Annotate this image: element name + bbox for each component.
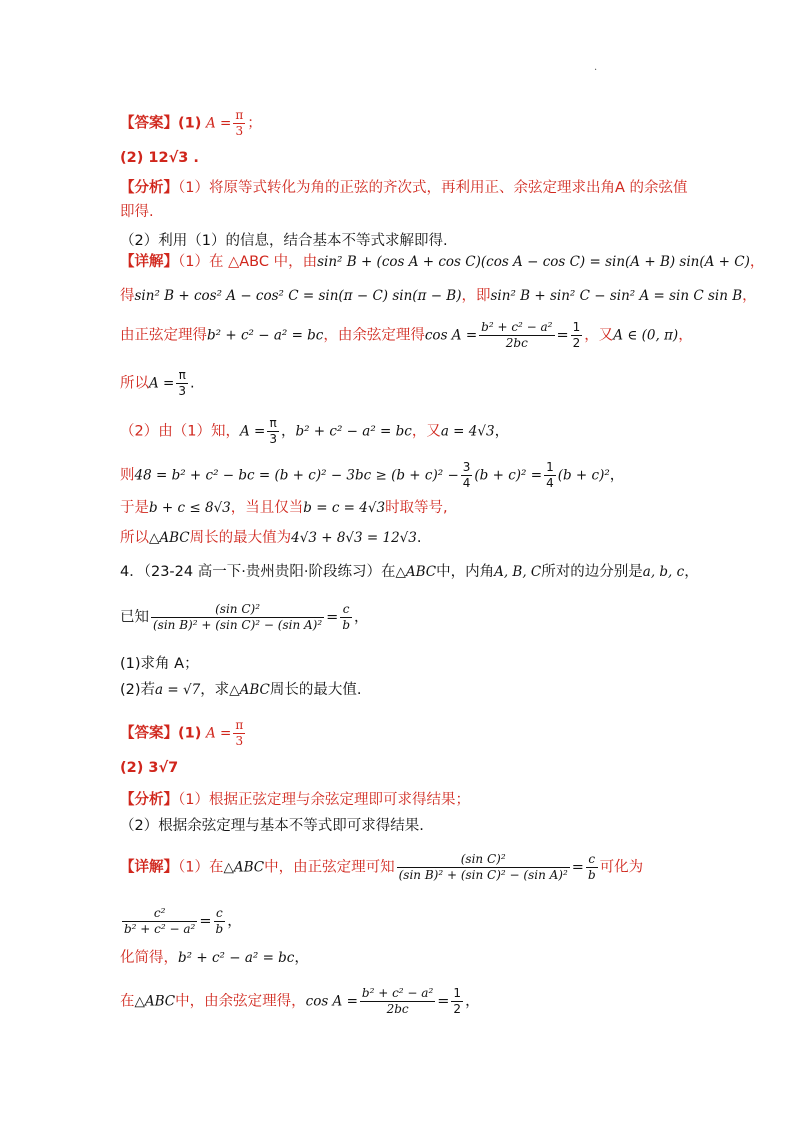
fraction: $\frac{\text{b² + c² − a²}}{2bc}$ bbox=[481, 320, 553, 350]
fraction: $\frac{\pi}{3}$ bbox=[235, 108, 244, 138]
q4-answer-2: (2) 3√7 bbox=[120, 760, 179, 776]
q3-analysis-line-2: 即得. bbox=[120, 204, 154, 220]
fraction: $\frac{1}{2}$ bbox=[572, 320, 581, 350]
q4-part-2: (2)若a = √7，求△ABC周长的最大值. bbox=[120, 682, 362, 698]
q3-part2-line-4: 所以△ABC周长的最大值为4√3 + 8√3 = 12√3. bbox=[120, 530, 422, 546]
q3-part2-line-2: 则48 = b² + c² − bc = (b + c)² − 3bc ≥ (b + c)² − $\frac{3}{4}$ (b + c)² = $\frac{1}{4}$ (b + c)²， bbox=[120, 460, 625, 490]
q3-analysis-line-3: （2）利用（1）的信息，结合基本不等式求解即得. bbox=[120, 233, 448, 249]
fraction: $\frac{\text{(sin C)²}}{\text{(sin B)² + (sin C)² − (sin A)²}}$ bbox=[153, 602, 323, 632]
q4-part-1: (1)求角 A； bbox=[120, 656, 199, 672]
q3-detail-line-1: 【详解】（1）在 △ABC 中，由sin² B + (cos A + cos C)(cos A − cos C) = sin(A + B) sin(A + C)， bbox=[120, 254, 765, 270]
q4-detail-line-3: 化简得，b² + c² − a² = bc， bbox=[120, 950, 309, 966]
fraction: $\frac{3}{4}$ bbox=[462, 460, 471, 490]
fraction: $\frac{1}{2}$ bbox=[453, 986, 462, 1016]
q4-stem-line-2: 已知 $\frac{\text{(sin C)²}}{\text{(sin B)² + (sin C)² − (sin A)²}}$ = $\frac{c}{b}$ ， bbox=[120, 602, 369, 632]
fraction: $\frac{\pi}{3}$ bbox=[178, 368, 186, 398]
q3-part2-line-1: （2）由（1）知，A = $\frac{\pi}{3}$ ，b² + c² − a² = bc，又a = 4√3， bbox=[120, 416, 510, 446]
q3-answer-2: (2) 12√3 . bbox=[120, 150, 199, 166]
fraction: $\frac{\pi}{3}$ bbox=[235, 718, 244, 748]
q3-analysis-line-1: 【分析】（1）将原等式转化为角的正弦的齐次式，再利用正、余弦定理求出角A 的余弦值 bbox=[120, 180, 688, 196]
fraction: $\frac{\text{c²}}{\text{b² + c² − a²}}$ bbox=[124, 906, 196, 936]
fraction: $\frac{c}{b}$ bbox=[587, 852, 596, 882]
fraction: $\frac{\text{(sin C)²}}{\text{(sin B)² + (sin C)² − (sin A)²}}$ bbox=[398, 852, 568, 882]
q4-detail-line-1: 【详解】（1）在△ABC中，由正弦定理可知 $\frac{\text{(sin C)²}}{\text{(sin B)² + (sin C)² − (sin A)²}}$ = $\frac{c}{b}$ 可化为 bbox=[120, 852, 644, 882]
fraction: $\frac{\text{b² + c² − a²}}{2bc}$ bbox=[361, 986, 434, 1016]
fraction: $\frac{c}{b}$ bbox=[342, 602, 351, 632]
q4-analysis-line-1: 【分析】（1）根据正弦定理与余弦定理即可求得结果； bbox=[120, 792, 470, 808]
q3-detail-line-3: 由正弦定理得b² + c² − a² = bc，由余弦定理得cos A = $\frac{\text{b² + c² − a²}}{2bc}$ = $\frac{1}{2}$ ，又A ∈ (0, π)， bbox=[120, 320, 693, 350]
q4-stem-line-1: 4．（23-24 高一下·贵州贵阳·阶段练习）在△ABC中，内角A, B, C所对的边分别是a, b, c， bbox=[120, 564, 699, 580]
fraction: $\frac{\pi}{3}$ bbox=[269, 416, 277, 446]
q3-detail-line-2: 得sin² B + cos² A − cos² C = sin(π − C) sin(π − B)，即sin² B + sin² C − sin² A = sin C sin B， bbox=[120, 288, 757, 304]
page-mark: . bbox=[594, 62, 598, 73]
fraction: $\frac{c}{b}$ bbox=[215, 906, 224, 936]
q4-detail-line-2: $\frac{\text{c²}}{\text{b² + c² − a²}}$ = $\frac{c}{b}$ ， bbox=[124, 906, 242, 936]
fraction: $\frac{1}{4}$ bbox=[546, 460, 554, 490]
q3-detail-line-4: 所以A = $\frac{\pi}{3}$ . bbox=[120, 368, 195, 398]
q4-analysis-line-2: （2）根据余弦定理与基本不等式即可求得结果. bbox=[120, 818, 424, 834]
q4-detail-line-4: 在△ABC中，由余弦定理得，cos A = $\frac{\text{b² + c² − a²}}{2bc}$ = $\frac{1}{2}$ ， bbox=[120, 986, 480, 1016]
q3-part2-line-3: 于是b + c ≤ 8√3，当且仅当b = c = 4√3时取等号, bbox=[120, 500, 448, 516]
q3-answer-1: 【答案】(1) A = $\frac{\pi}{3}$ ； bbox=[120, 108, 262, 138]
q4-answer-1: 【答案】(1) A = $\frac{\pi}{3}$ bbox=[120, 718, 244, 748]
